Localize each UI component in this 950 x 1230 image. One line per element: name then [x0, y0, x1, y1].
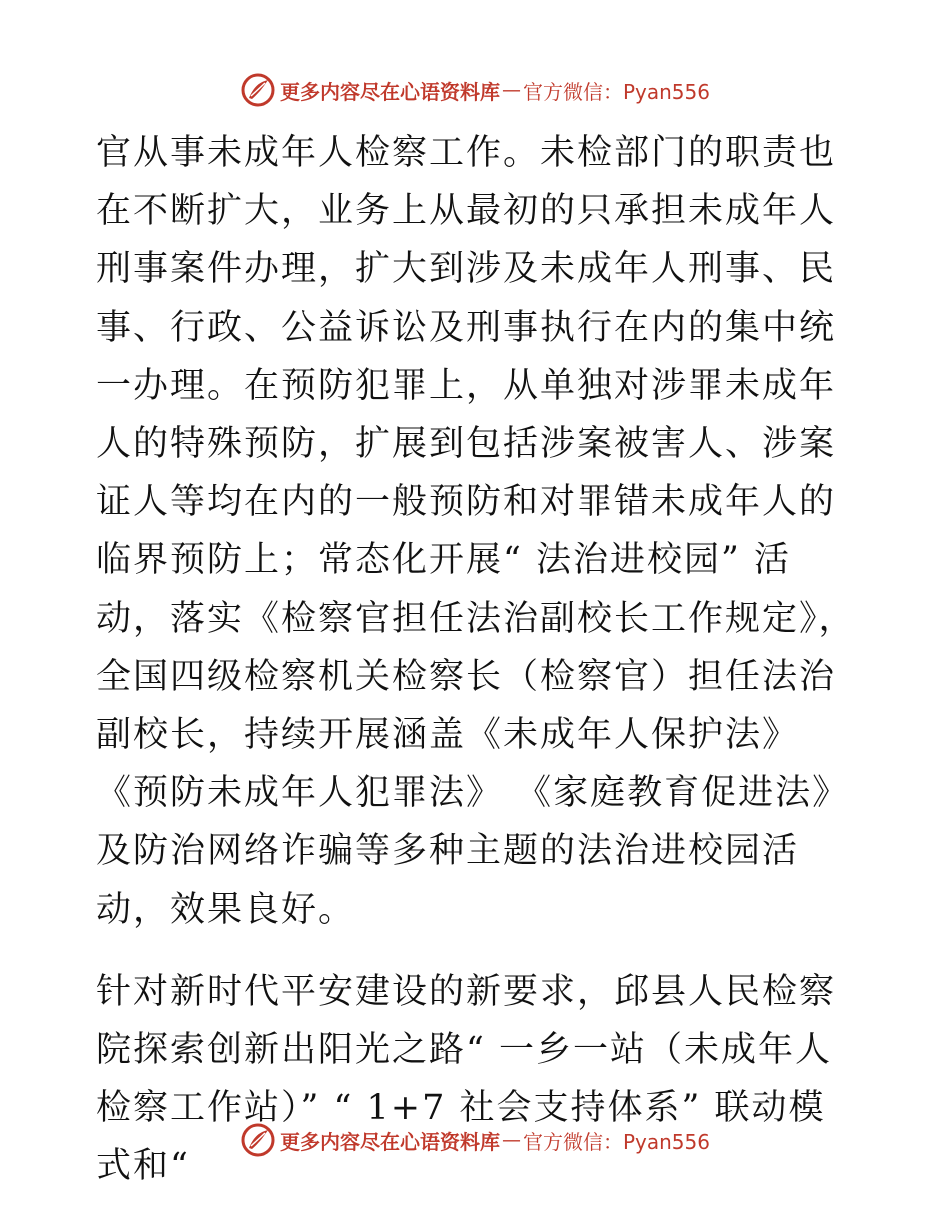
paragraph-1: 官从事未成年人检察工作。未检部门的职责也在不断扩大，业务上从最初的只承担未成年人刑事案件办理，扩大到涉及未成年人刑事、民事、行政、公益诉讼及刑事执行在内的集中统一办理。在预防犯罪上，从单独对涉罪未成年人的特殊预防，扩展到包括涉案被害人、涉案证人等均在内的一般预防和对罪错未成年人的临界预防上；常态化开展“ 法治进校园” 活动，落实《检察官担任法治副校长工作规定》，全国四级检察机关检察长（检察官）担任法治副校长，持续开展涵盖《未成年人保护法》 《预防未成年人犯罪法》 《家庭教育促进法》及防治网络诈骗等多种主题的法治进校园活动，效果良好。 — [96, 133, 856, 930]
document-body — [96, 124, 856, 1196]
banner-wechat: 官方微信：Pyan556 — [522, 1129, 710, 1154]
banner-text: 更多内容尽在心语资料库 — [279, 1129, 500, 1154]
banner-wechat: 官方微信：Pyan556 — [522, 79, 710, 104]
red-seal-logo-icon — [240, 1122, 276, 1158]
header-banner — [0, 70, 950, 110]
banner-separator: — — [501, 1129, 521, 1151]
paragraph-2: 针对新时代平安建设的新要求，邱县人民检察院探索创新出阳光之路“ 一乡一站（未成年人检察工作站）” “ 1+7 社会支持体系” 联动模式和“ — [96, 971, 837, 1187]
footer-banner — [0, 1120, 950, 1160]
banner-separator: — — [501, 79, 521, 101]
red-seal-logo-icon — [240, 72, 276, 108]
banner-text: 更多内容尽在心语资料库 — [279, 79, 500, 104]
